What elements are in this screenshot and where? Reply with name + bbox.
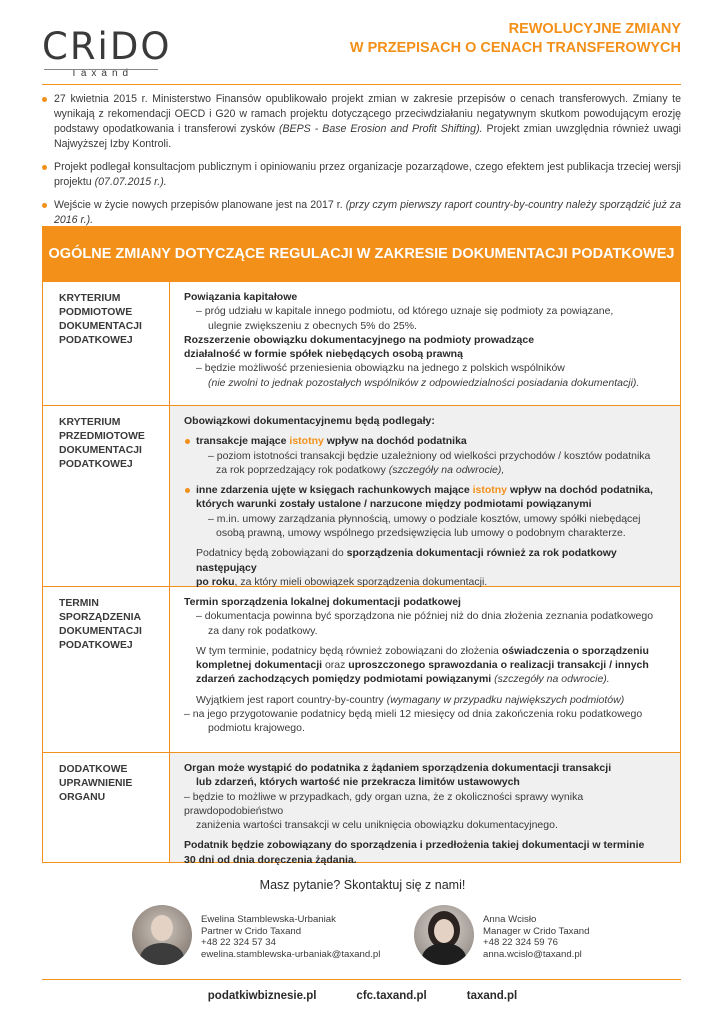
row-line: – będzie to możliwe w przypadkach, gdy organ uzna, że z okoliczności sprawy wynika prawdopodobieństwo [184, 790, 584, 817]
row-line: – na jego przygotowanie podatnicy będą mieli 12 miesięcy od dnia zakończenia roku podatkowego [184, 708, 643, 721]
intro-italic: (07.07.2015 r.). [94, 176, 167, 188]
contact-prompt: Masz pytanie? Skontaktuj się z nami! [259, 878, 466, 892]
contact-role: Partner w Crido Taxand [201, 925, 302, 937]
footer-links [0, 990, 725, 1002]
row-label: TERMIN SPORZĄDZENIA DOKUMENTACJI PODATKOWEJ [43, 587, 170, 752]
table-row [43, 752, 680, 866]
intro-italic: (BEPS - Base Erosion and Profit Shifting). [278, 123, 483, 135]
header-divider [42, 84, 681, 85]
row-heading: Obowiązkowi dokumentacyjnemu będą podlegały: [184, 415, 435, 427]
title-line-2: W PRZEPISACH O CENACH TRANSFEROWYCH [349, 40, 681, 56]
intro-item [42, 92, 681, 152]
row-line: za dany rok podatkowy. [208, 624, 318, 637]
row-line: podmiotu krajowego. [208, 722, 305, 735]
intro-italic: (przy czym pierwszy raport country-by-country należy sporządzić już za 2016 r.). [54, 199, 681, 226]
contact-info [201, 905, 380, 960]
regulation-table [42, 226, 681, 866]
intro-text: Projekt podlegał konsultacjom publicznym i opiniowaniu przez organizacje pozarządowe, czego efektem jest publikacja trzeciej wersji projektu [54, 161, 681, 188]
contact-email[interactable]: anna.wcislo@taxand.pl [483, 948, 582, 960]
footer-link-taxand[interactable]: taxand.pl [466, 990, 518, 1002]
contact-phone[interactable]: +48 22 324 57 34 [201, 937, 276, 948]
row-paragraph: W tym terminie, podatnicy będą również zobowiązani do złożenia oświadczenia o sporządzeniu kompletnej dokumentacji oraz uproszczonego sprawozdania o realizacji transakcji / innych zdarzeń zachodzących pomiędzy podmiotami powiązanymi (szczegóły na odwrocie). [196, 644, 649, 686]
avatar [132, 905, 192, 965]
row-line: zaniżenia wartości transakcji w celu uniknięcia obowiązku dokumentacyjnego. [196, 819, 558, 832]
row-line: za rok poprzedzający rok podatkowy (szczegóły na odwrocie), [216, 463, 505, 476]
contact-role: Manager w Crido Taxand [483, 925, 590, 937]
row-line: ulegnie zwiększeniu z obecnych 5% do 25%. [208, 319, 417, 332]
footer-link-podatkiwbiznesie[interactable]: podatkiwbiznesie.pl [207, 990, 317, 1002]
row-content [170, 406, 680, 586]
crido-logo [42, 25, 172, 79]
intro-item [42, 198, 681, 228]
bullet-item: inne zdarzenia ujęte w księgach rachunkowych mające istotny wpływ na dochód podatnika, [184, 483, 670, 497]
logo-sub: Taxand [70, 68, 134, 79]
row-content [170, 587, 680, 752]
contact-card [414, 905, 589, 965]
row-line: – poziom istotności transakcji będzie uzależniony od wielkości przychodów / kosztów podatnika [208, 449, 651, 462]
row-label: KRYTERIUM PRZEDMIOTOWE DOKUMENTACJI PODATKOWEJ [43, 406, 170, 586]
row-line: osobą prawną, umowy wspólnego przedsięwzięcia lub umowy o podobnym charakterze. [216, 527, 626, 540]
contact-card [132, 905, 380, 965]
row-content [170, 282, 680, 405]
footer-link-cfc[interactable]: cfc.taxand.pl [356, 990, 427, 1002]
row-line: których warunki zostały ustalone / narzucone między podmiotami powiązanymi [196, 498, 592, 511]
title-line-1: REWOLUCYJNE ZMIANY [508, 21, 681, 37]
row-line: – będzie możliwość przeniesienia obowiązku na jednego z polskich wspólników [196, 362, 565, 375]
intro-text: Wejście w życie nowych przepisów planowane jest na 2017 r. [54, 199, 346, 211]
row-heading: działalność w formie spółek niebędących osobą prawną [184, 348, 463, 361]
bullet-item: transakcje mające istotny wpływ na dochód podatnika [184, 434, 670, 448]
intro-text: 27 kwietnia 2015 r. Ministerstwo Finansów opublikowało projekt zmian w zakresie przepisów o cenach transferowych. Zmiany te wynikają z rekomendacji OECD i G20 w ramach projektu dotyczącego przeciwdziałaniu negatywnym skutkom powodującym erozję podstawy opodatkowania i transferowi zysków [54, 93, 681, 135]
row-paragraph: Wyjątkiem jest raport country-by-country (wymagany w przypadku największych podmiotów) [196, 693, 625, 706]
contact-email[interactable]: ewelina.stamblewska-urbaniak@taxand.pl [201, 948, 381, 960]
intro-item [42, 160, 681, 190]
row-heading: Rozszerzenie obowiązku dokumentacyjnego na podmioty prowadzące [184, 333, 535, 346]
row-heading: Podatnik będzie zobowiązany do sporządzenia i przedłożenia takiej dokumentacji w terminie [184, 839, 645, 852]
row-heading: Organ może wystąpić do podatnika z żądaniem sporządzenia dokumentacji transakcji [184, 762, 612, 774]
row-label: DODATKOWE UPRAWNIENIE ORGANU [43, 753, 170, 862]
intro-tail: Projekt zmian uwzględnia również uwagi Najwyższej Izby Kontroli. [54, 123, 681, 150]
row-line: (nie zwolni to jednak pozostałych wspólników z odpowiedzialności posiadania dokumentacji). [208, 376, 640, 389]
contact-name: Ewelina Stamblewska-Urbaniak [201, 914, 336, 925]
page-title [350, 20, 681, 58]
row-label: KRYTERIUM PODMIOTOWE DOKUMENTACJI PODATKOWEJ [43, 282, 170, 405]
intro-list [42, 92, 681, 236]
contact-info [483, 905, 589, 960]
contact-phone[interactable]: +48 22 324 59 76 [483, 937, 558, 948]
logo-rule [44, 69, 158, 70]
contact-name: Anna Wcisło [483, 914, 537, 925]
table-row [43, 281, 680, 405]
row-heading: Powiązania kapitałowe [184, 291, 298, 303]
row-line: – m.in. umowy zarządzania płynnością, umowy o podziale kosztów, umowy spółki niebędącej [208, 512, 641, 525]
section-title: OGÓLNE ZMIANY DOTYCZĄCE REGULACJI W ZAKRESIE DOKUMENTACJI PODATKOWEJ [43, 227, 680, 281]
row-paragraph: Podatnicy będą zobowiązani do sporządzenia dokumentacji również za rok podatkowy następujący po roku, za który mieli obowiązek sporządzenia dokumentacji. [196, 547, 617, 588]
footer-divider [42, 979, 681, 980]
row-heading: 30 dni od dnia doręczenia żądania. [184, 853, 357, 866]
avatar [414, 905, 474, 965]
row-line: – próg udziału w kapitale innego podmiotu, od którego uznaje się podmioty za powiązane, [196, 305, 614, 318]
table-row [43, 405, 680, 586]
logo-word: CRiDO [42, 25, 172, 68]
row-line: – dokumentacja powinna być sporządzona nie później niż do dnia złożenia zeznania podatkowego [196, 610, 654, 623]
row-content [170, 753, 680, 866]
table-row [43, 586, 680, 752]
row-heading: lub zdarzeń, których wartość nie przekracza limitów ustawowych [196, 776, 520, 789]
row-heading: Termin sporządzenia lokalnej dokumentacji podatkowej [184, 596, 461, 608]
